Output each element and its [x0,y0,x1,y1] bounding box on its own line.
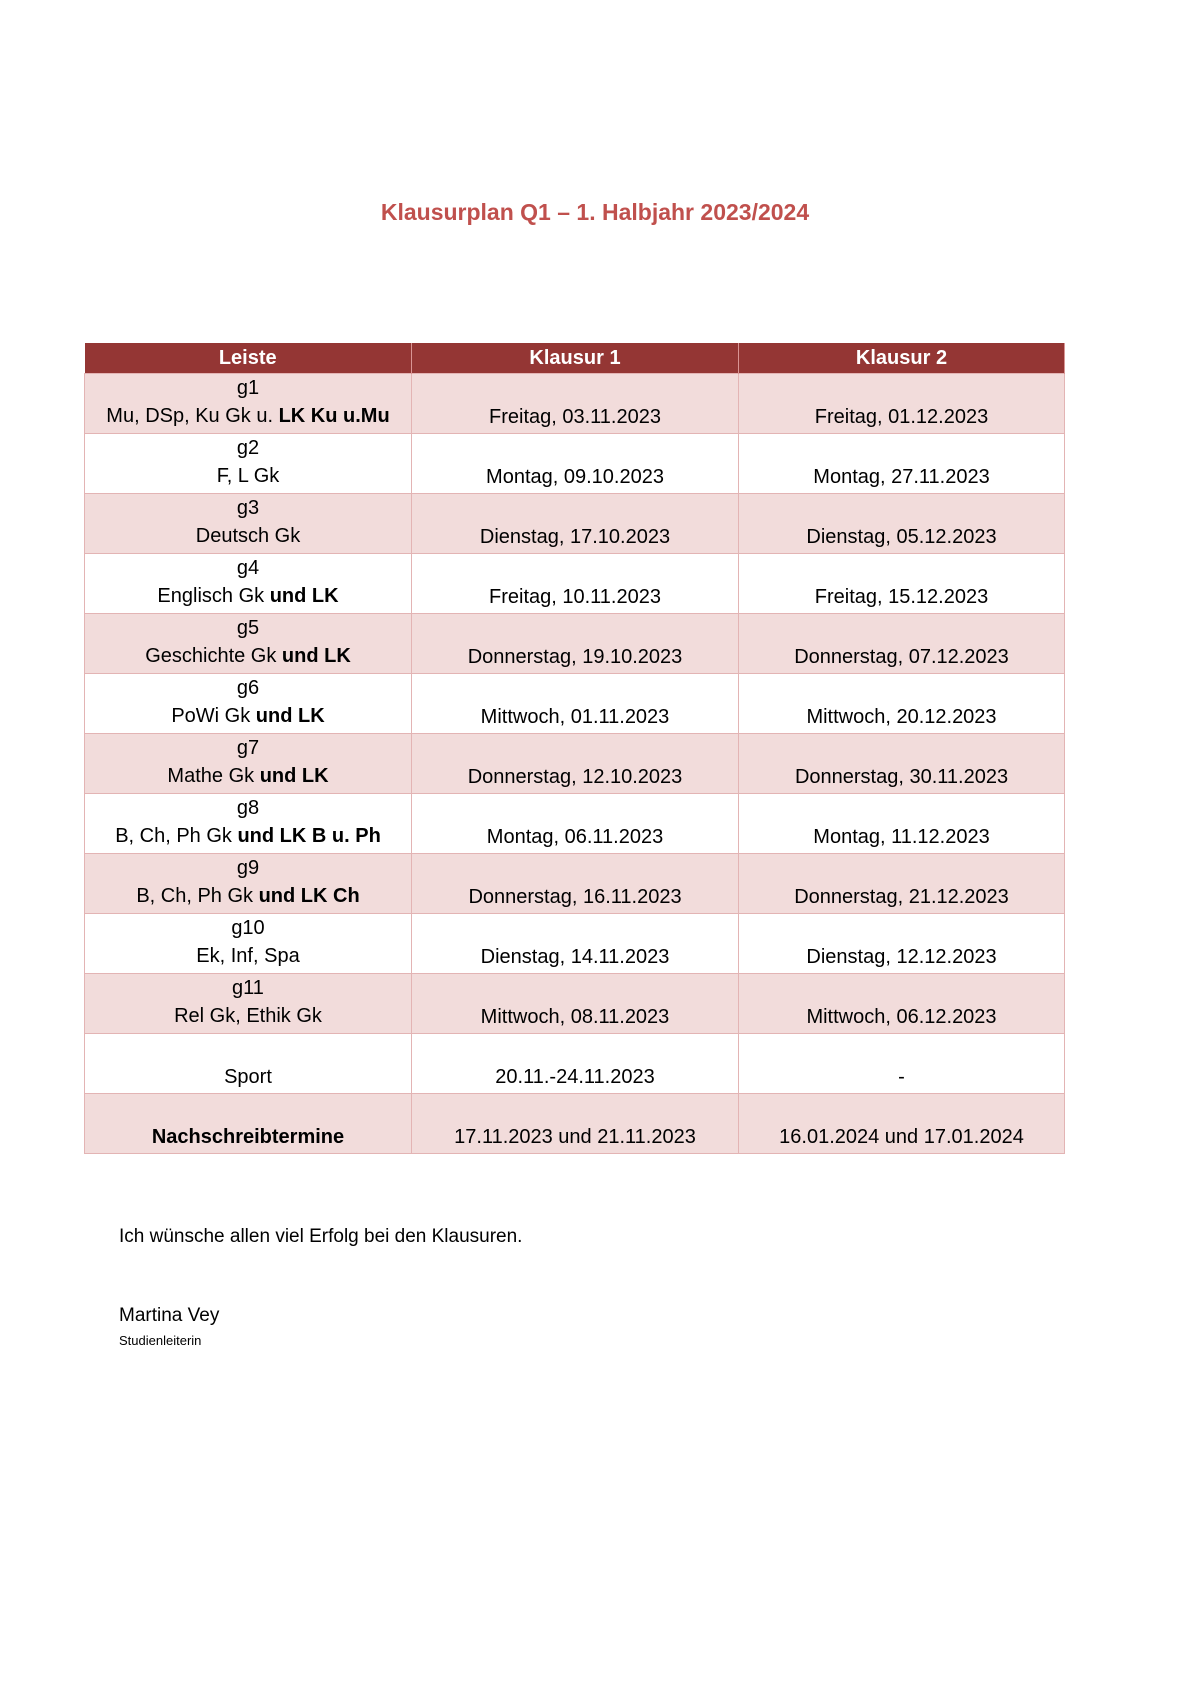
leiste-code: g6 [236,677,260,699]
leiste-code: g4 [236,557,260,579]
leiste-cell [85,734,412,794]
exam-schedule-table [84,343,1065,1154]
leiste-cell [85,554,412,614]
makeup-klausur-2: 16.01.2024 und 17.01.2024 [739,1094,1065,1154]
leiste-subjects: Deutsch Gk [195,525,301,547]
leiste-code: g5 [236,617,260,639]
table-row [85,794,1065,854]
leiste-subjects: Geschichte Gk und LK [145,645,351,667]
klausur-2-date: Dienstag, 12.12.2023 [739,914,1065,974]
leiste-subjects: Englisch Gk und LK [157,585,339,607]
table-row [85,974,1065,1034]
leiste-cell [85,674,412,734]
table-row [85,434,1065,494]
table-row [85,914,1065,974]
leiste-code: g7 [236,737,260,759]
klausur-1-date: Freitag, 10.11.2023 [412,554,739,614]
table-row [85,854,1065,914]
leiste-cell [85,494,412,554]
klausur-1-date: Montag, 09.10.2023 [412,434,739,494]
klausur-1-date: Donnerstag, 19.10.2023 [412,614,739,674]
leiste-subjects: F, L Gk [216,465,280,487]
klausur-2-date: Montag, 11.12.2023 [739,794,1065,854]
signature-role: Studienleiterin [119,1333,202,1348]
leiste-subjects: B, Ch, Ph Gk und LK B u. Ph [115,825,381,847]
leiste-cell [85,914,412,974]
klausur-1-date: Mittwoch, 01.11.2023 [412,674,739,734]
klausur-2-date: Donnerstag, 21.12.2023 [739,854,1065,914]
sport-klausur-1: 20.11.-24.11.2023 [412,1034,739,1094]
table-row [85,674,1065,734]
klausur-1-date: Freitag, 03.11.2023 [412,374,739,434]
leiste-cell [85,614,412,674]
leiste-cell [85,974,412,1034]
leiste-subjects: Mathe Gk und LK [167,765,329,787]
klausur-2-date: Montag, 27.11.2023 [739,434,1065,494]
leiste-subjects: Ek, Inf, Spa [196,945,300,967]
klausur-1-date: Dienstag, 17.10.2023 [412,494,739,554]
table-row-makeup [85,1094,1065,1154]
table-row [85,554,1065,614]
leiste-cell [85,794,412,854]
leiste-code: g2 [236,437,260,459]
klausur-2-date: Donnerstag, 07.12.2023 [739,614,1065,674]
leiste-code: g10 [231,917,265,939]
table-header-row [85,343,1065,374]
klausur-2-date: Dienstag, 05.12.2023 [739,494,1065,554]
leiste-code: g9 [236,857,260,879]
makeup-klausur-1: 17.11.2023 und 21.11.2023 [412,1094,739,1154]
header-leiste: Leiste [85,343,412,374]
leiste-cell [85,374,412,434]
klausur-2-date: Freitag, 15.12.2023 [739,554,1065,614]
leiste-cell [85,854,412,914]
leiste-subjects: Rel Gk, Ethik Gk [174,1005,322,1027]
sport-label: Sport [85,1034,412,1094]
table-row [85,734,1065,794]
leiste-subjects: Mu, DSp, Ku Gk u. LK Ku u.Mu [106,405,390,427]
klausur-2-date: Mittwoch, 20.12.2023 [739,674,1065,734]
table-row [85,494,1065,554]
header-klausur-1: Klausur 1 [412,343,739,374]
klausur-1-date: Donnerstag, 16.11.2023 [412,854,739,914]
leiste-subjects: PoWi Gk und LK [171,705,325,727]
table-row [85,614,1065,674]
header-klausur-2: Klausur 2 [739,343,1065,374]
leiste-cell [85,434,412,494]
signature-name: Martina Vey [119,1305,220,1326]
table-row [85,374,1065,434]
sport-klausur-2: - [739,1034,1065,1094]
table-row-sport [85,1034,1065,1094]
klausur-1-date: Montag, 06.11.2023 [412,794,739,854]
makeup-label: Nachschreibtermine [85,1094,412,1154]
klausur-1-date: Mittwoch, 08.11.2023 [412,974,739,1034]
closing-text: Ich wünsche allen viel Erfolg bei den Klausuren. [119,1226,523,1247]
klausur-2-date: Donnerstag, 30.11.2023 [739,734,1065,794]
klausur-1-date: Dienstag, 14.11.2023 [412,914,739,974]
leiste-code: g11 [232,977,264,999]
leiste-code: g8 [236,797,260,819]
klausur-2-date: Freitag, 01.12.2023 [739,374,1065,434]
leiste-code: g1 [236,377,260,399]
klausur-2-date: Mittwoch, 06.12.2023 [739,974,1065,1034]
leiste-subjects: B, Ch, Ph Gk und LK Ch [136,885,360,907]
page-title: Klausurplan Q1 – 1. Halbjahr 2023/2024 [380,199,810,225]
leiste-code: g3 [236,497,260,519]
klausur-1-date: Donnerstag, 12.10.2023 [412,734,739,794]
